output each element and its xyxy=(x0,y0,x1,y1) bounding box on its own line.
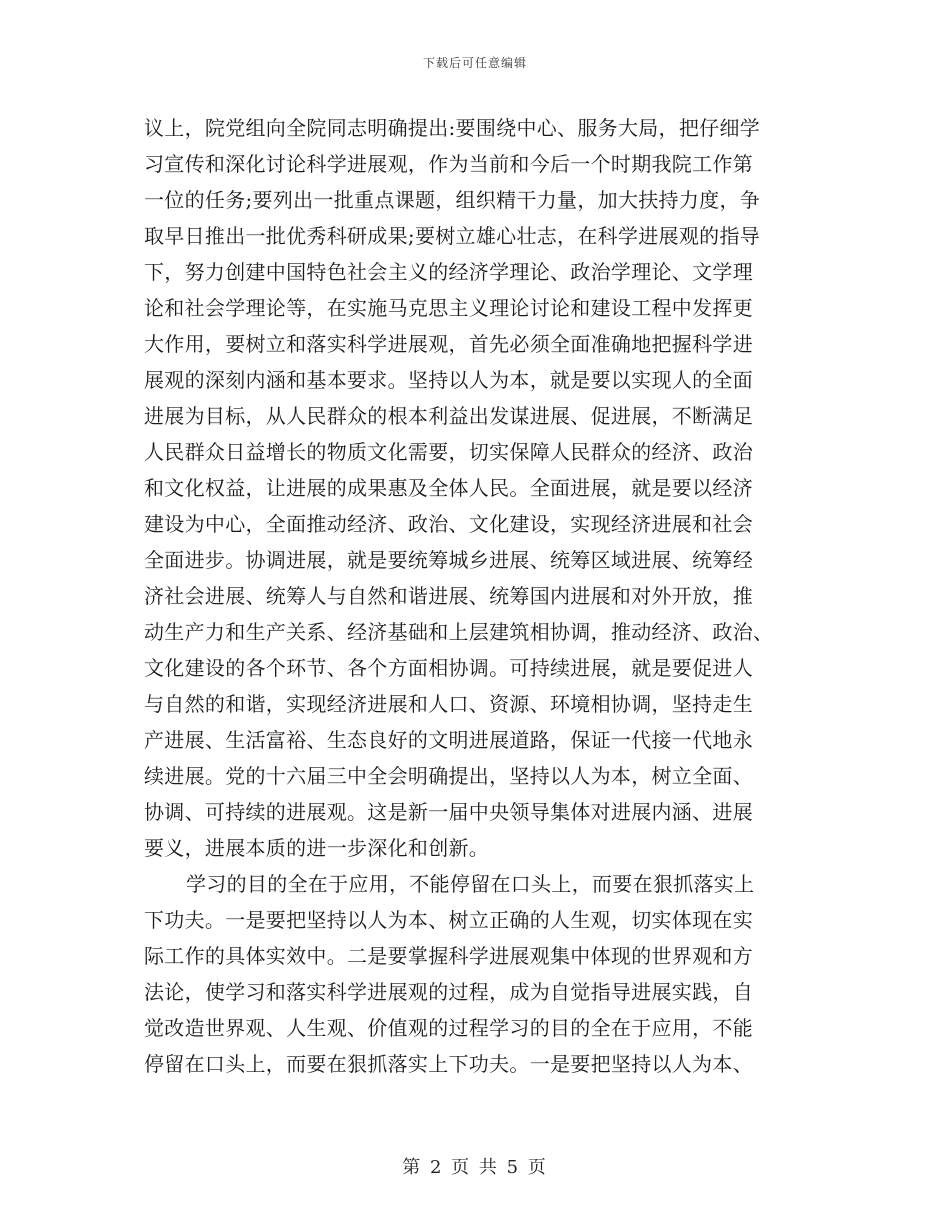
paragraph-1 xyxy=(144,110,814,866)
page-number-footer: 第 2 页 共 5 页 xyxy=(402,1157,548,1178)
text-line: 际工作的具体实效中。二是要掌握科学进展观集中体现的世界观和方 xyxy=(144,944,753,968)
text-line: 法论，使学习和落实科学进展观的过程，成为自觉指导进展实践，自 xyxy=(144,980,753,1004)
text-line: 论和社会学理论等，在实施马克思主义理论讨论和建设工程中发挥更 xyxy=(144,296,753,320)
text-line: 一位的任务;要列出一批重点课题，组织精干力量，加大扶持力度，争 xyxy=(144,188,761,212)
text-line: 学习的目的全在于应用，不能停留在口头上，而要在狠抓落实上 xyxy=(186,872,755,896)
text-line: 要义，进展本质的进一步深化和创新。 xyxy=(144,836,490,860)
text-line: 动生产力和生产关系、经济基础和上层建筑相协调，推动经济、政治、 xyxy=(144,620,774,644)
text-line: 议上，院党组向全院同志明确提出:要围绕中心、服务大局，把仔细学 xyxy=(144,116,761,140)
paragraph-2 xyxy=(144,866,814,1082)
text-line: 全面进步。协调进展，就是要统筹城乡进展、统筹区域进展、统筹经 xyxy=(144,548,753,572)
text-line: 展观的深刻内涵和基本要求。坚持以人为本，就是要以实现人的全面 xyxy=(144,368,753,392)
text-line: 人民群众日益增长的物质文化需要，切实保障人民群众的经济、政治 xyxy=(144,440,753,464)
text-line: 进展为目标，从人民群众的根本利益出发谋进展、促进展，不断满足 xyxy=(144,404,753,428)
text-line: 习宣传和深化讨论科学进展观，作为当前和今后一个时期我院工作第 xyxy=(144,152,753,176)
text-line: 建设为中心，全面推动经济、政治、文化建设，实现经济进展和社会 xyxy=(144,512,753,536)
text-line: 产进展、生活富裕、生态良好的文明进展道路，保证一代接一代地永 xyxy=(144,728,753,752)
text-line: 续进展。党的十六届三中全会明确提出，坚持以人为本，树立全面、 xyxy=(144,764,753,788)
page-header: 下载后可任意编辑 xyxy=(422,56,527,70)
text-line: 与自然的和谐，实现经济进展和人口、资源、环境相协调，坚持走生 xyxy=(144,692,753,716)
text-line: 觉改造世界观、人生观、价值观的过程学习的目的全在于应用，不能 xyxy=(144,1016,753,1040)
text-line: 协调、可持续的进展观。这是新一届中央领导集体对进展内涵、进展 xyxy=(144,800,753,824)
text-line: 文化建设的各个环节、各个方面相协调。可持续进展，就是要促进人 xyxy=(144,656,753,680)
text-line: 下功夫。一是要把坚持以人为本、树立正确的人生观，切实体现在实 xyxy=(144,908,753,932)
text-line: 下，努力创建中国特色社会主义的经济学理论、政治学理论、文学理 xyxy=(144,260,753,284)
document-body xyxy=(144,110,814,1082)
text-line: 取早日推出一批优秀科研成果;要树立雄心壮志，在科学进展观的指导 xyxy=(144,224,761,248)
text-line: 大作用，要树立和落实科学进展观，首先必须全面准确地把握科学进 xyxy=(144,332,753,356)
text-line: 和文化权益，让进展的成果惠及全体人民。全面进展，就是要以经济 xyxy=(144,476,753,500)
text-line: 停留在口头上，而要在狠抓落实上下功夫。一是要把坚持以人为本、 xyxy=(144,1052,753,1076)
text-line: 济社会进展、统筹人与自然和谐进展、统筹国内进展和对外开放，推 xyxy=(144,584,753,608)
